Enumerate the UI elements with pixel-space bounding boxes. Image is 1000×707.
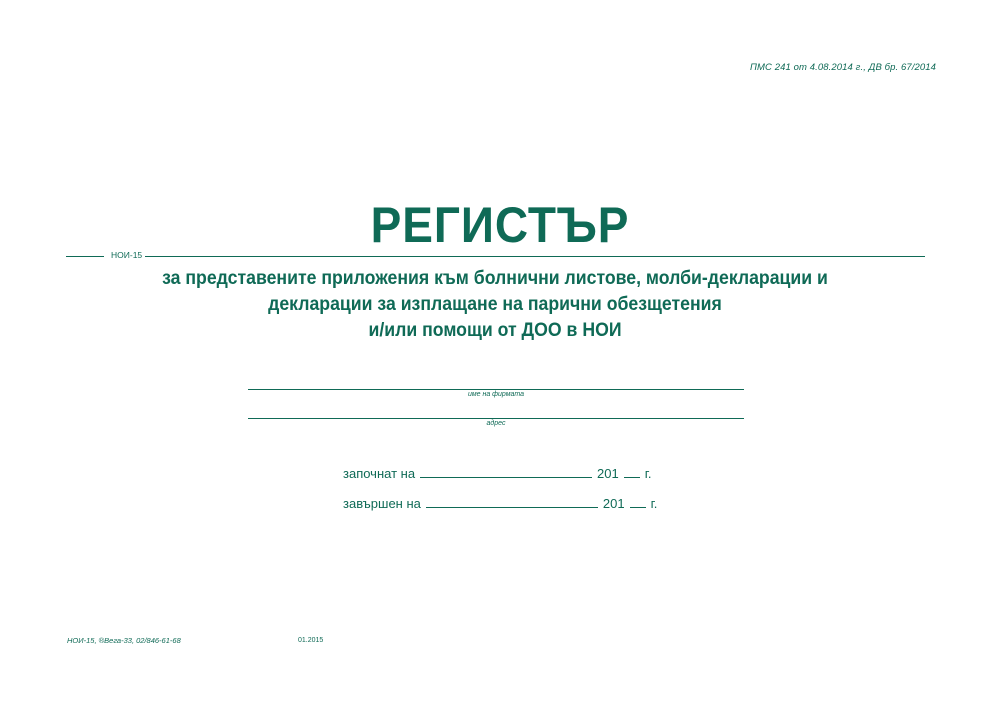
started-year-prefix: 201 [597, 466, 619, 481]
subtitle-line-1: за представените приложения към болнични листове, молби-декларации и [162, 268, 828, 289]
finished-date-field[interactable] [426, 507, 598, 508]
finished-year-prefix: 201 [602, 496, 625, 511]
finished-label: завършен на [343, 496, 421, 511]
company-name-caption: име на фирмата [467, 391, 525, 398]
address-caption: адрес [486, 420, 506, 427]
edition-date: 01.2015 [298, 637, 324, 644]
subtitle-line-2: декларации за изплащане на парични обезщетения [268, 294, 722, 315]
started-date-row [343, 466, 652, 481]
printer-imprint: НОИ-15, ®Вега-33, 02/846-61-68 [67, 636, 181, 645]
started-year-field[interactable] [624, 477, 640, 478]
legal-reference: ПМС 241 от 4.08.2014 г., ДВ бр. 67/2014 [750, 62, 936, 73]
subtitle-line-3: и/или помощи от ДОО в НОИ [368, 320, 622, 341]
divider-left [66, 256, 104, 257]
divider-right [145, 256, 925, 257]
finished-date-row [343, 496, 657, 511]
subtitle [0, 266, 990, 344]
address-field[interactable] [248, 418, 744, 419]
started-year-suffix: г. [644, 466, 652, 481]
page-title: РЕГИСТЪР [370, 197, 630, 253]
company-name-field[interactable] [248, 389, 744, 390]
finished-year-suffix: г. [650, 496, 658, 511]
started-date-field[interactable] [420, 477, 592, 478]
finished-year-field[interactable] [630, 507, 646, 508]
form-code: НОИ-15 [111, 250, 143, 260]
started-label: започнат на [343, 466, 416, 481]
